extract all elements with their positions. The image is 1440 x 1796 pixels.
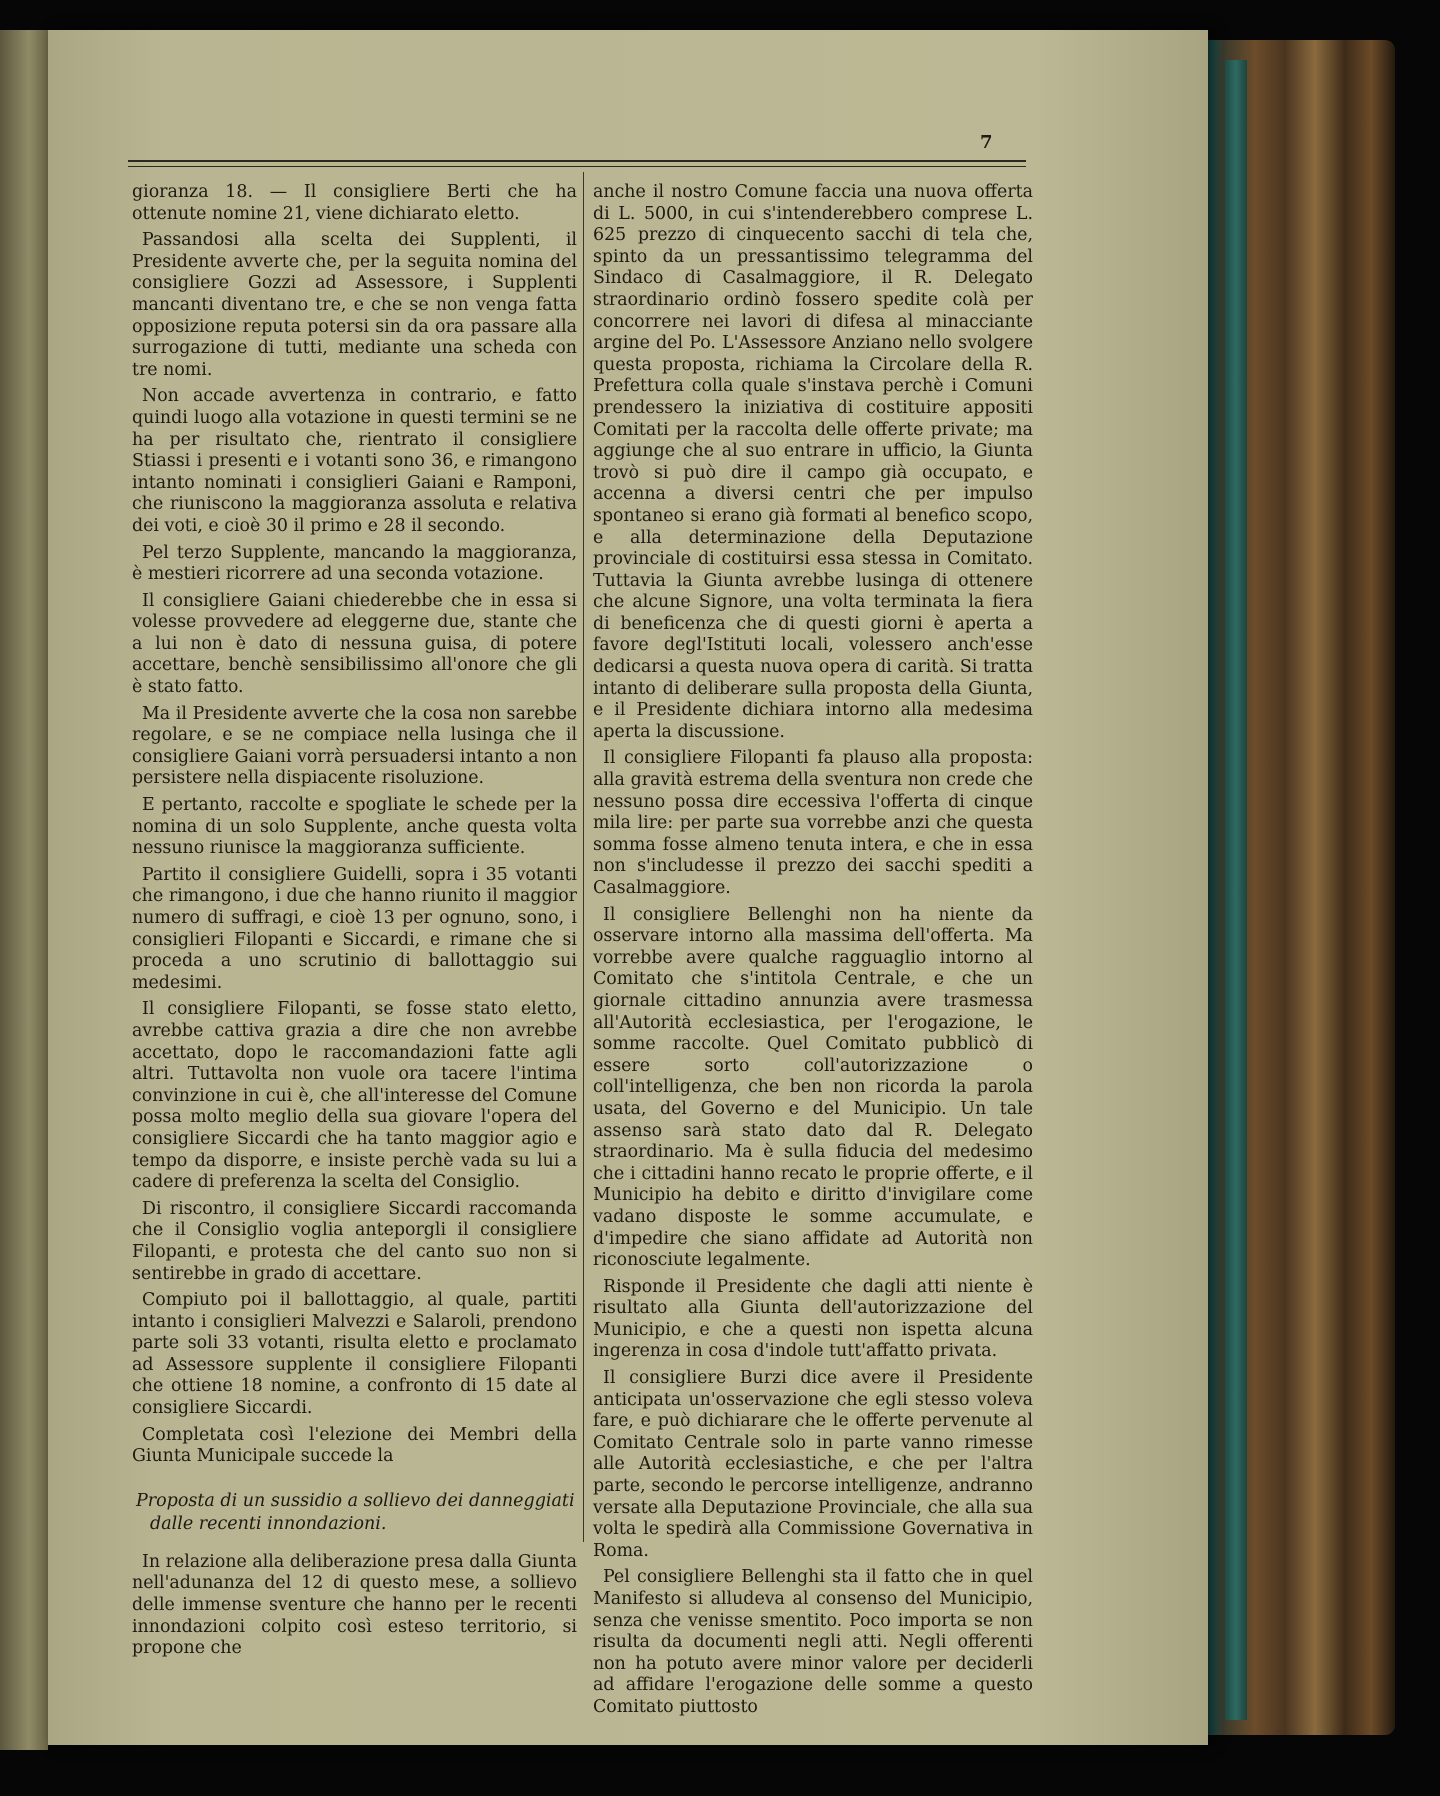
paragraph: Passandosi alla scelta dei Supplenti, il Presidente avverte che, per la seguita nomina del consigliere Gozzi ad Assessore, i Supplenti mancanti diventano tre, e che se non venga fatta opposizione reputa potersi sin da ora passare alla surrogazione di tutti, mediante una scheda con tre nomi. bbox=[132, 230, 577, 380]
section-title-line: Proposta di un sussidio a sollievo dei danneggiati bbox=[136, 1490, 575, 1511]
paragraph: Compiuto poi il ballottaggio, al quale, partiti intanto i consiglieri Malvezzi e Salaroli, prendono parte soli 33 votanti, risulta eletto e proclamato ad Assessore supplente il consigliere Filopanti che ottiene 18 nomine, a confronto di 15 date al consigliere Siccardi. bbox=[132, 1290, 577, 1419]
paragraph: Il consigliere Bellenghi non ha niente da osservare intorno alla massima dell'offerta. Ma vorrebbe avere qualche ragguaglio intorno al Comitato che s'intitola Centrale, e che un giornale cittadino annunzia avere trasmessa all'Autorità ecclesiastica, per l'erogazione, le somme raccolte. Quel Comitato pubblicò di essere sorto coll'autorizzazione o coll'intelligenza, che ben non ricorda la parola usata, del Governo e del Municipio. Un tale assenso sarà stato dato dal R. Delegato straordinario. Ma è sulla fiducia del medesimo che i cittadini hanno recato le proprie offerte, e il Municipio ha debito e diritto d'invigilare come vadano disposte le somme accumulate, e d'impedire che siano affidate ad Autorità non riconosciute legalmente. bbox=[593, 904, 1033, 1271]
section-title bbox=[132, 1490, 577, 1536]
paragraph: Risponde il Presidente che dagli atti niente è risultato alla Giunta dell'autorizzazione del Municipio, e che a questi non ispetta alcuna ingerenza in cosa d'indole tutt'affatto privata. bbox=[593, 1276, 1033, 1362]
paragraph: anche il nostro Comune faccia una nuova offerta di L. 5000, in cui s'intenderebbero comprese L. 625 prezzo di cinquecento sacchi di tela che, spinto da un pressantissimo telegramma del Sindaco di Casalmaggiore, il R. Delegato straordinario ordinò fossero spedite colà per concorrere nei lavori di difesa al minacciante argine del Po. L'Assessore Anziano nello svolgere questa proposta, richiama la Circolare della R. Prefettura colla quale s'instava perchè i Comuni prendessero la iniziativa di costituire appositi Comitati per la raccolta delle offerte private; ma aggiunge che al suo entrare in ufficio, la Giunta trovò si può dire il campo già occupato, e accenna a diversi centri che per impulso spontaneo si erano già formati al benefico scopo, e alla determinazione della Deputazione provinciale di costituirsi essa stessa in Comitato. Tuttavia la Giunta avrebbe lusinga di ottenere che alcune Signore, una volta terminata la fiera di beneficenza che di questi giorni è aperta a favore degl'Istituti locali, volessero anch'esse dedicarsi a questa nuova opera di carità. Si tratta intanto di deliberare sulla proposta della Giunta, e il Presidente dichiara intorno alla medesima aperta la discussione. bbox=[593, 182, 1033, 742]
paragraph: In relazione alla deliberazione presa dalla Giunta nell'adunanza del 12 di questo mese, a sollievo delle immense sventure che hanno per le recenti innondazioni colpito così esteso territorio, si propone che bbox=[132, 1551, 577, 1659]
paragraph: Partito il consigliere Guidelli, sopra i 35 votanti che rimangono, i due che hanno riunito il maggior numero di suffragi, e cioè 13 per ognuno, sono, i consiglieri Filopanti e Siccardi, e rimane che si proceda a uno scrutinio di ballottaggio sui medesimi. bbox=[132, 864, 577, 993]
paragraph: Completata così l'elezione dei Membri della Giunta Municipale succede la bbox=[132, 1424, 577, 1467]
right-column bbox=[593, 182, 1033, 1724]
header-rule bbox=[128, 160, 1026, 167]
paragraph: Di riscontro, il consigliere Siccardi raccomanda che il Consiglio voglia anteporgli il consigliere Filopanti, e protesta che del canto suo non si sentirebbe in grado di accettare. bbox=[132, 1198, 577, 1284]
paragraph: gioranza 18. — Il consigliere Berti che ha ottenute nomine 21, viene dichiarato eletto. bbox=[132, 182, 577, 224]
section-title-line: dalle recenti innondazioni. bbox=[150, 1513, 387, 1534]
paragraph: E pertanto, raccolte e spogliate le schede per la nomina di un solo Supplente, anche questa volta nessuno riunisce la maggioranza sufficiente. bbox=[132, 795, 577, 859]
book-fore-edge bbox=[1195, 40, 1395, 1735]
paragraph: Il consigliere Gaiani chiederebbe che in essa si volesse provvedere ad eleggerne due, stante che a lui non è dato di nessuna guisa, di potere accettare, benchè sensibilissimo all'onore che gli è stato fatto. bbox=[132, 590, 577, 698]
paragraph: Il consigliere Filopanti, se fosse stato eletto, avrebbe cattiva grazia a dire che non avrebbe accettato, dopo le raccomandazioni fatte agli altri. Tuttavolta non vuole ora tacere l'intima convinzione in cui è, che all'interesse del Comune possa molto meglio della sua giovare l'opera del consigliere Siccardi che ha tanto maggior agio e tempo da disporre, e insiste perchè vada su lui a cadere di preferenza la scelta del Consiglio. bbox=[132, 999, 577, 1193]
column-divider bbox=[583, 172, 584, 1542]
facing-page-edge bbox=[0, 30, 48, 1750]
page-number: 7 bbox=[980, 132, 993, 153]
paragraph: Ma il Presidente avverte che la cosa non sarebbe regolare, e se ne compiace nella lusinga che il consigliere Gaiani vorrà persuadersi intanto a non persistere nella dispiacente risoluzione. bbox=[132, 703, 577, 789]
book-edge-stripe bbox=[1225, 60, 1247, 1720]
paragraph: Non accade avvertenza in contrario, e fatto quindi luogo alla votazione in questi termini se ne ha per risultato che, rientrato il consigliere Stiassi i presenti e i votanti sono 36, e rimangono intanto nominati i consiglieri Gaiani e Ramponi, che riuniscono la maggioranza assoluta e relativa dei voti, e cioè 30 il primo e 28 il secondo. bbox=[132, 386, 577, 536]
paragraph: Pel consigliere Bellenghi sta il fatto che in quel Manifesto si alludeva al consenso del Municipio, senza che venisse smentito. Poco importa se non risulta da documenti negli atti. Negli offerenti non ha potuto avere minor valore per deciderli ad affidare l'erogazione delle somme a questo Comitato piuttosto bbox=[593, 1567, 1033, 1717]
paragraph: Pel terzo Supplente, mancando la maggioranza, è mestieri ricorrere ad una seconda votazione. bbox=[132, 542, 577, 585]
paragraph: Il consigliere Filopanti fa plauso alla proposta: alla gravità estrema della sventura non crede che nessuno possa dire eccessiva l'offerta di cinque mila lire: per parte sua vorrebbe anzi che questa somma fosse almeno tenuta intera, e che in essa non s'includesse il prezzo dei sacchi spediti a Casalmaggiore. bbox=[593, 748, 1033, 898]
left-column bbox=[132, 182, 577, 1665]
paragraph: Il consigliere Burzi dice avere il Presidente anticipata un'osservazione che egli stesso voleva fare, e può dichiarare che le offerte pervenute al Comitato Centrale solo in parte vanno rimesse alle Autorità ecclesiastiche, e che per l'altra parte, secondo le percorse intelligenze, andranno versate alla Deputazione Provinciale, che alla sua volta le spedirà alla Commissione Governativa in Roma. bbox=[593, 1368, 1033, 1561]
